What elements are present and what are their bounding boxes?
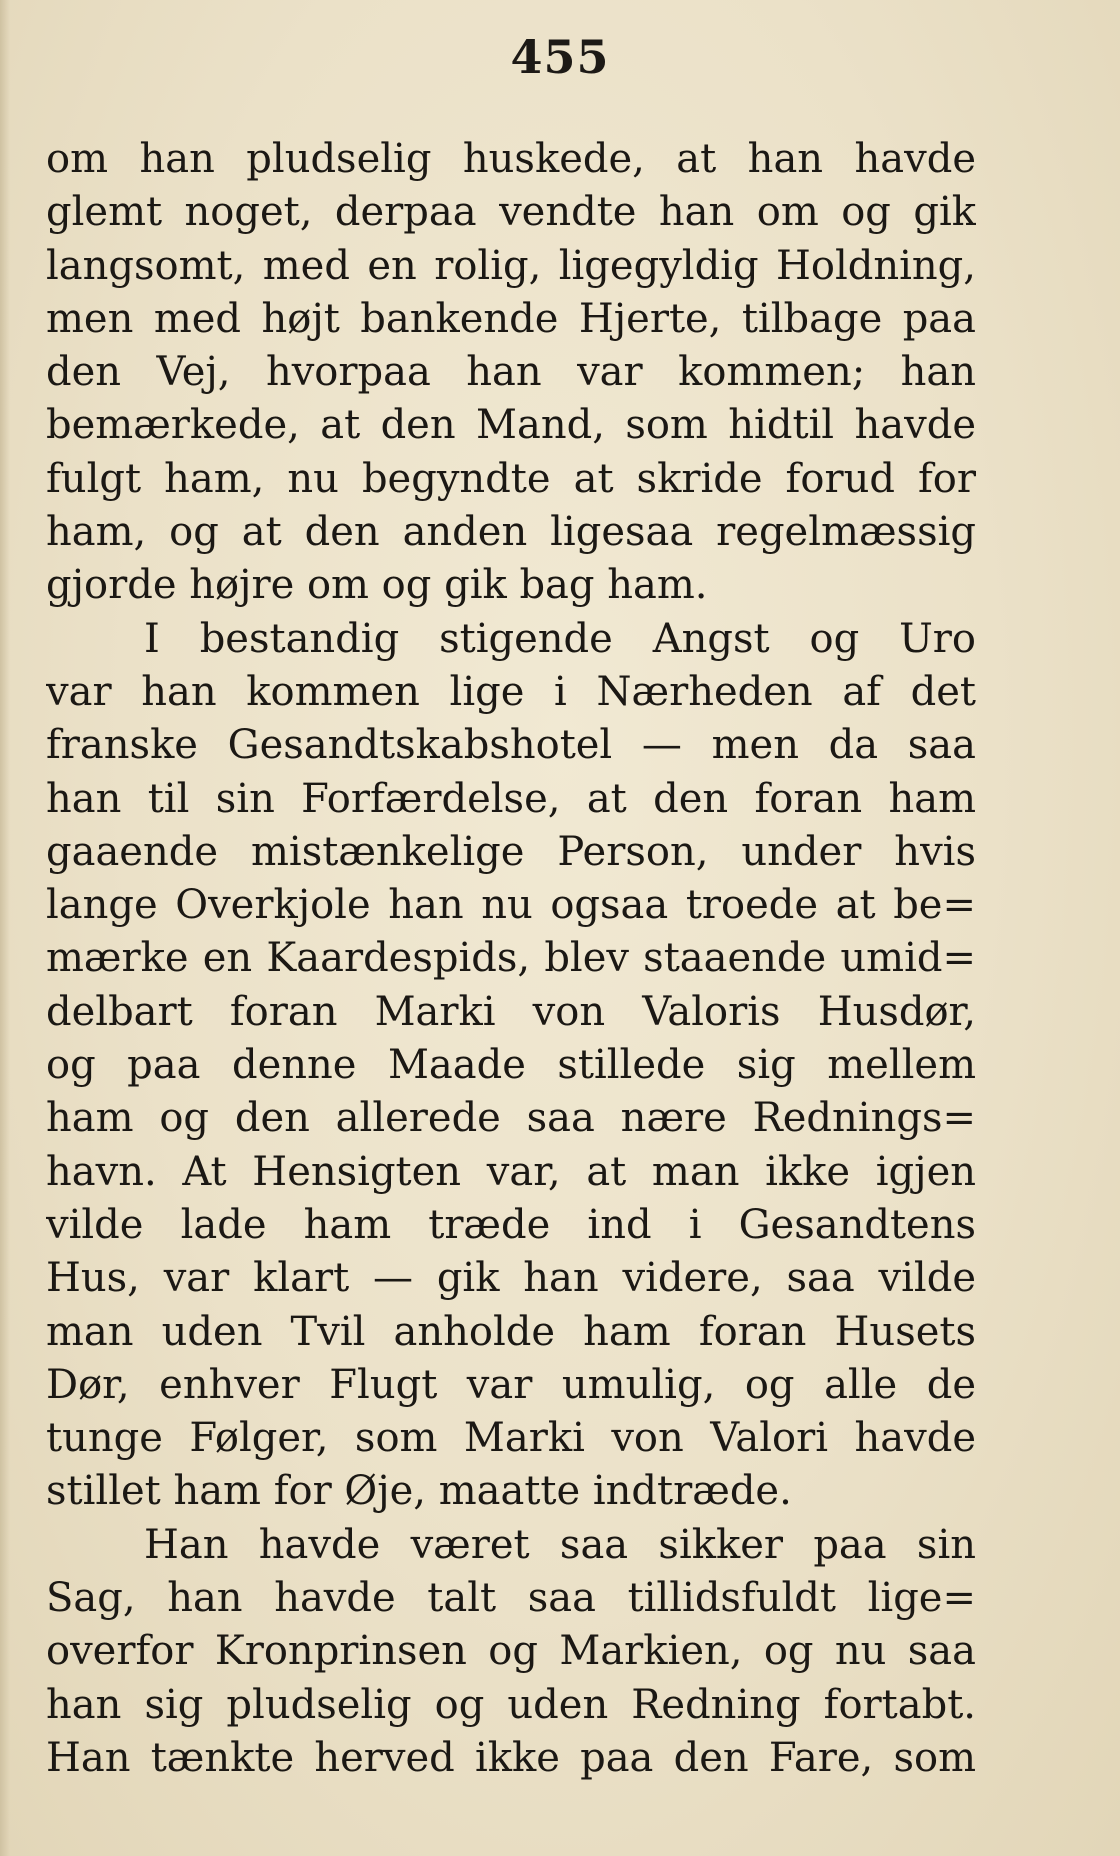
text-line: gaaende mistænkelige Person, under hvis <box>46 828 976 875</box>
text-line: tunge Følger, som Marki von Valori havde <box>46 1415 976 1462</box>
paragraph-end-line: gjorde højre om og gik bag ham. <box>46 562 708 609</box>
text-line: og paa denne Maade stillede sig mellem <box>46 1042 976 1089</box>
paragraph-end-line: stillet ham for Øje, maatte indtræde. <box>46 1468 792 1515</box>
body-text <box>46 133 976 1785</box>
text-line: ham og den allerede saa nære Rednings= <box>46 1095 976 1142</box>
text-line: Sag, han havde talt saa tillidsfuldt lige= <box>46 1575 976 1622</box>
text-line: lange Overkjole han nu ogsaa troede at be= <box>46 882 976 929</box>
text-line: langsomt, med en rolig, ligegyldig Holdning, <box>46 242 976 289</box>
text-line: overfor Kronprinsen og Markien, og nu saa <box>46 1628 976 1675</box>
page-number: 455 <box>510 30 610 84</box>
text-line: vilde lade ham træde ind i Gesandtens <box>46 1201 976 1248</box>
text-line: Han tænkte herved ikke paa den Fare, som <box>46 1734 976 1781</box>
page-edge-shadow <box>0 0 10 1856</box>
paragraph-start-line: I bestandig stigende Angst og Uro <box>144 615 976 662</box>
text-line: men med højt bankende Hjerte, tilbage paa <box>46 295 976 342</box>
text-line: delbart foran Marki von Valoris Husdør, <box>46 988 976 1035</box>
text-line: han sig pludselig og uden Redning fortabt. <box>46 1681 976 1728</box>
text-line: man uden Tvil anholde ham foran Husets <box>46 1308 976 1355</box>
text-line: han til sin Forfærdelse, at den foran ham <box>46 775 976 822</box>
text-line: havn. At Hensigten var, at man ikke igjen <box>46 1148 976 1195</box>
text-line: mærke en Kaardespids, blev staaende umid= <box>46 935 976 982</box>
text-line: glemt noget, derpaa vendte han om og gik <box>46 189 976 236</box>
text-line: om han pludselig huskede, at han havde <box>46 136 976 182</box>
text-line: ham, og at den anden ligesaa regelmæssig <box>46 509 976 556</box>
text-line: franske Gesandtskabshotel — men da saa <box>46 722 976 769</box>
text-line: Hus, var klart — gik han videre, saa vilde <box>46 1255 976 1302</box>
paragraph-start-line: Han havde været saa sikker paa sin <box>144 1521 976 1568</box>
text-line: var han kommen lige i Nærheden af det <box>46 668 976 715</box>
text-line: fulgt ham, nu begyndte at skride forud for <box>46 455 976 502</box>
text-line: Dør, enhver Flugt var umulig, og alle de <box>46 1361 976 1408</box>
text-line: den Vej, hvorpaa han var kommen; han <box>46 349 976 396</box>
text-line: bemærkede, at den Mand, som hidtil havde <box>46 402 976 449</box>
